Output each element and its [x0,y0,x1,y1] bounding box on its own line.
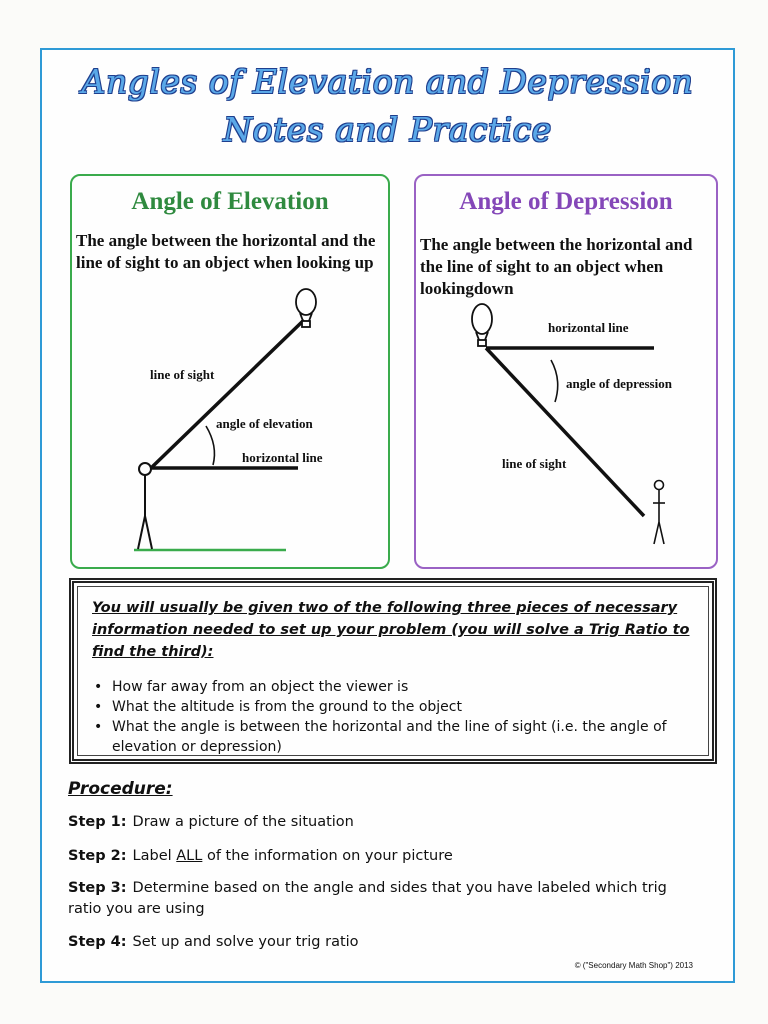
bullet: • [94,679,103,695]
depression-heading: Angle of Depression [459,188,673,215]
angle-arc [206,426,214,465]
stick-figure-icon [653,481,665,545]
page-title: Angles of Elevation and Depression [81,62,694,101]
elevation-line-of-sight-label: line of sight [150,367,215,382]
step-2: Step 2: Label ALL of the information on your picture [68,848,453,864]
info-box-inner [77,586,709,756]
info-box [69,578,717,764]
depression-line-of-sight-label: line of sight [502,456,567,471]
step-1: Step 1: Draw a picture of the situation [68,814,354,830]
hot-air-balloon-icon [472,304,492,346]
page-frame [40,48,735,983]
elevation-card [70,174,390,569]
hot-air-balloon-icon [296,289,316,327]
elevation-horizontal-label: horizontal line [242,450,323,465]
list-item: • How far away from an object the viewer is [94,679,409,695]
copyright: © ("Secondary Math Shop") 2013 [574,961,693,970]
page-subtitle: Notes and Practice [223,110,552,149]
depression-definition: The angle between the horizontal and the line of sight to an object when lookingdown [420,235,693,298]
bullet: • [94,699,103,715]
list-item: • What the angle is between the horizontal and the line of sight (i.e. the angle of elevation or depression) [94,719,667,755]
step-4: Step 4: Set up and solve your trig ratio [68,934,359,950]
elevation-heading: Angle of Elevation [131,188,329,215]
list-item: • What the altitude is from the ground to the object [94,699,462,715]
line-of-sight [151,320,304,468]
line-of-sight [486,348,644,516]
elevation-definition: The angle between the horizontal and the line of sight to an object when looking up [76,231,376,272]
angle-arc [551,360,558,402]
info-list [92,677,700,757]
step-3: Step 3: Determine based on the angle and sides that you have labeled which trig ratio you are using [68,880,667,917]
depression-horizontal-label: horizontal line [548,320,629,335]
depression-card [414,174,718,569]
angle-of-depression-label: angle of depression [566,376,672,391]
info-intro: You will usually be given two of the following three pieces of necessary information needed to set up your problem (you will solve a Trig Ratio to find the third): [92,600,690,660]
elevation-diagram [72,176,392,571]
angle-of-elevation-label: angle of elevation [216,416,313,431]
depression-diagram [416,176,720,571]
stick-figure-icon [138,463,152,549]
bullet: • [94,719,103,735]
procedure-heading: Procedure: [68,779,173,799]
